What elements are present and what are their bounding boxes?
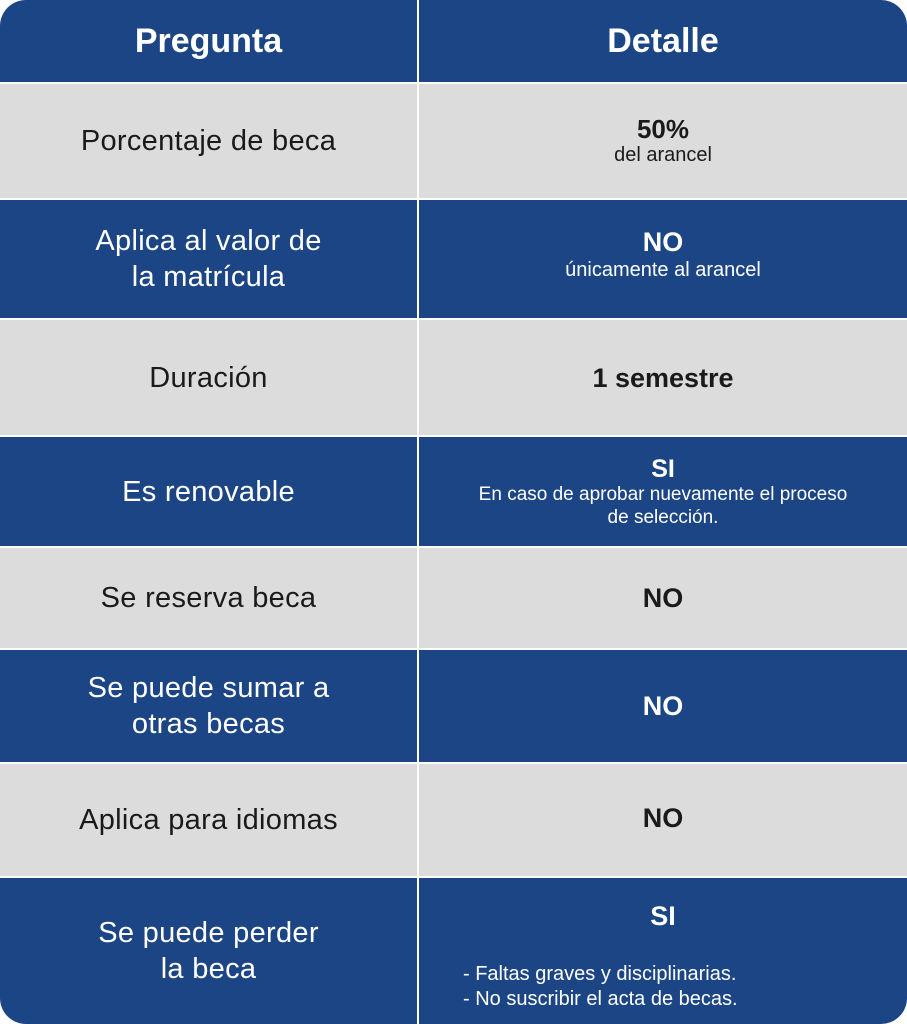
- question-cell: [0, 548, 417, 648]
- detail-cell: [419, 764, 907, 876]
- header-pregunta: Pregunta: [134, 21, 283, 60]
- question-text-line1: Aplica al valor de: [95, 225, 322, 257]
- detail-cell: [419, 200, 907, 318]
- detail-value: SI: [650, 901, 676, 931]
- detail-note-line2: de selección.: [607, 506, 719, 528]
- table-row: [0, 437, 907, 546]
- header-detalle: Detalle: [607, 21, 719, 60]
- detail-cell: [419, 84, 907, 198]
- table-row: [0, 200, 907, 318]
- detail-note-line1: En caso de aprobar nuevamente el proceso: [478, 483, 848, 505]
- detail-note: únicamente al arancel: [565, 259, 761, 281]
- table-row: [0, 764, 907, 876]
- table-row: [0, 548, 907, 648]
- header-cell-detalle: [419, 0, 907, 82]
- detail-value: SI: [651, 454, 675, 483]
- detail-cell: [419, 437, 907, 546]
- detail-value: NO: [642, 691, 684, 721]
- detail-value: NO: [642, 227, 684, 257]
- question-text-line1: Se puede perder: [98, 917, 319, 949]
- question-cell: [0, 200, 417, 318]
- detail-value: NO: [642, 583, 684, 613]
- question-cell: [0, 437, 417, 546]
- question-cell: [0, 878, 417, 1024]
- header-cell-pregunta: [0, 0, 417, 82]
- detail-cell: [419, 878, 907, 1024]
- detail-value: 1 semestre: [592, 362, 734, 393]
- question-text-line2: la matrícula: [131, 261, 286, 293]
- detail-cell: [419, 548, 907, 648]
- detail-note: del arancel: [614, 144, 712, 166]
- table-row: [0, 878, 907, 1024]
- list-item: - No suscribir el acta de becas.: [463, 988, 738, 1010]
- detail-value: 50%: [636, 114, 690, 144]
- question-text: Aplica para idiomas: [79, 804, 338, 836]
- detail-notes-list: [463, 962, 738, 1012]
- detail-cell: [419, 650, 907, 762]
- question-cell: [0, 650, 417, 762]
- table-row: [0, 84, 907, 198]
- question-cell: [0, 320, 417, 435]
- question-text-line2: otras becas: [131, 708, 286, 740]
- table-row: [0, 320, 907, 435]
- question-text-line1: Se puede sumar a: [87, 672, 330, 704]
- list-item: - Faltas graves y disciplinarias.: [463, 963, 737, 985]
- question-cell: [0, 84, 417, 198]
- question-text-line2: la beca: [160, 953, 257, 985]
- table-row: [0, 650, 907, 762]
- table-header: [0, 0, 907, 82]
- question-text: Porcentaje de beca: [80, 125, 337, 157]
- question-text: Se reserva beca: [100, 582, 317, 614]
- detail-value: NO: [642, 803, 684, 833]
- question-text: Es renovable: [122, 475, 295, 508]
- detail-cell: [419, 320, 907, 435]
- question-cell: [0, 764, 417, 876]
- question-text: Duración: [149, 361, 268, 394]
